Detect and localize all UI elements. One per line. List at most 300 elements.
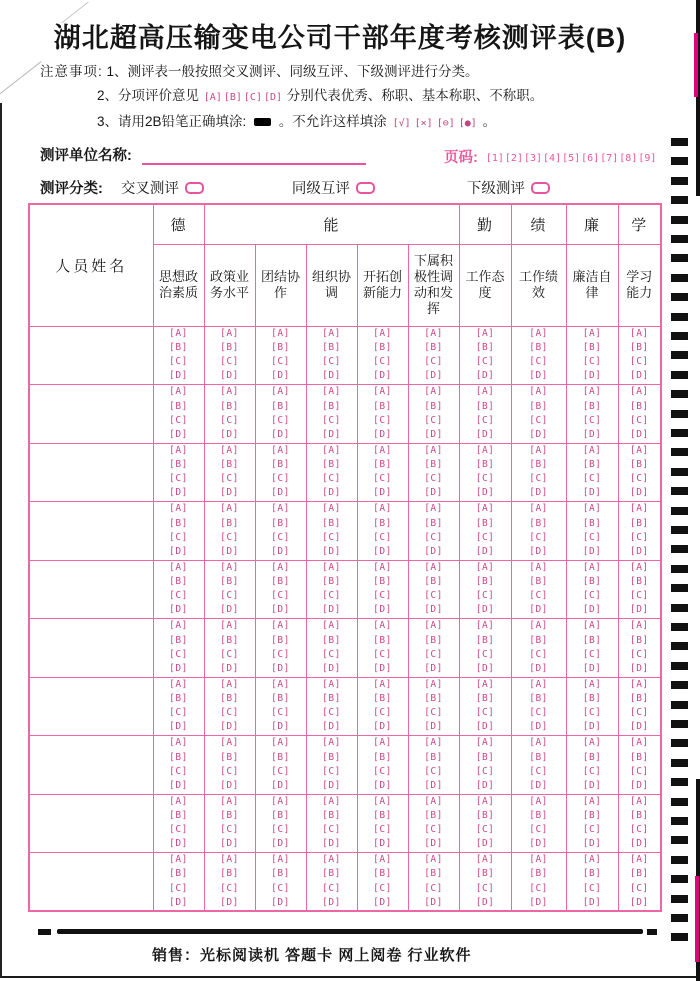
answer-bubble[interactable]: [A] [220,327,239,339]
answer-bubble[interactable]: [A] [271,678,290,690]
answer-bubble[interactable]: [C] [529,882,548,894]
answer-bubble[interactable]: [D] [271,896,290,908]
answer-bubble[interactable]: [B] [629,634,649,646]
answer-bubble[interactable]: [A] [424,795,443,807]
answer-bubble[interactable]: [D] [169,604,188,616]
answer-bubble[interactable]: [C] [169,765,188,777]
answer-bubble[interactable]: [A] [582,737,602,749]
answer-bubble[interactable]: [D] [582,428,602,440]
answer-bubble[interactable]: [A] [322,386,341,398]
answer-bubble[interactable]: [D] [475,662,495,674]
answer-bubble[interactable]: [B] [582,459,602,471]
answer-bubble[interactable]: [B] [373,751,392,763]
answer-bubble[interactable]: [A] [529,386,548,398]
answer-bubble[interactable]: [A] [322,561,341,573]
answer-bubble[interactable]: [C] [322,473,341,485]
answer-bubble[interactable]: [B] [424,576,443,588]
category-checkbox[interactable] [531,182,550,194]
answer-bubble[interactable]: [A] [475,678,495,690]
answer-bubble[interactable]: [B] [169,517,188,529]
answer-bubble[interactable]: [D] [220,662,239,674]
answer-bubble[interactable]: [B] [271,576,290,588]
answer-bubble[interactable]: [A] [322,327,341,339]
answer-bubble[interactable]: [C] [424,590,443,602]
answer-bubble[interactable]: [A] [475,854,495,866]
answer-bubble[interactable]: [B] [271,693,290,705]
answer-bubble[interactable]: [A] [424,737,443,749]
page-number-bubble[interactable]: [7] [600,152,619,164]
answer-bubble[interactable]: [D] [529,838,548,850]
answer-bubble[interactable]: [A] [169,737,188,749]
answer-bubble[interactable]: [B] [271,810,290,822]
person-name-cell[interactable] [29,677,153,736]
answer-bubble[interactable]: [C] [220,473,239,485]
answer-bubble[interactable]: [A] [529,561,548,573]
answer-bubble[interactable]: [B] [322,868,341,880]
answer-bubble[interactable]: [A] [373,854,392,866]
answer-bubble[interactable]: [C] [529,414,548,426]
answer-bubble[interactable]: [B] [271,868,290,880]
answer-bubble[interactable]: [D] [529,896,548,908]
answer-bubble[interactable]: [B] [529,400,548,412]
person-name-cell[interactable] [29,619,153,678]
answer-bubble[interactable]: [A] [169,503,188,515]
answer-bubble[interactable]: [A] [220,854,239,866]
answer-bubble[interactable]: [C] [424,531,443,543]
answer-bubble[interactable]: [C] [629,473,649,485]
answer-bubble[interactable]: [D] [169,896,188,908]
answer-bubble[interactable]: [B] [582,400,602,412]
answer-bubble[interactable]: [D] [220,779,239,791]
person-name-cell[interactable] [29,502,153,561]
answer-bubble[interactable]: [A] [629,503,649,515]
answer-bubble[interactable]: [A] [271,620,290,632]
answer-bubble[interactable]: [B] [373,810,392,822]
page-number-bubble[interactable]: [3] [523,152,543,164]
answer-bubble[interactable]: [C] [424,882,443,894]
answer-bubble[interactable]: [A] [373,795,392,807]
category-checkbox[interactable] [356,182,375,194]
answer-bubble[interactable]: [A] [475,503,495,515]
answer-bubble[interactable]: [D] [475,838,495,850]
answer-bubble[interactable]: [C] [373,824,392,836]
answer-bubble[interactable]: [C] [220,824,239,836]
answer-bubble[interactable]: [A] [529,678,548,690]
answer-bubble[interactable]: [C] [373,531,392,543]
answer-bubble[interactable]: [A] [529,620,548,632]
answer-bubble[interactable]: [D] [322,721,341,733]
answer-bubble[interactable]: [C] [169,882,188,894]
answer-bubble[interactable]: [D] [169,779,188,791]
answer-bubble[interactable]: [D] [424,487,443,499]
answer-bubble[interactable]: [A] [475,444,495,456]
answer-bubble[interactable]: [B] [424,400,443,412]
answer-bubble[interactable]: [A] [582,386,602,398]
answer-bubble[interactable]: [A] [582,854,602,866]
unit-name-input[interactable] [142,148,366,165]
answer-bubble[interactable]: [C] [373,414,392,426]
category-checkbox[interactable] [185,182,204,194]
answer-bubble[interactable]: [B] [169,576,188,588]
answer-bubble[interactable]: [D] [582,896,602,908]
answer-bubble[interactable]: [D] [475,545,495,557]
answer-bubble[interactable]: [D] [629,370,649,382]
answer-bubble[interactable]: [C] [322,356,341,368]
answer-bubble[interactable]: [D] [582,370,602,382]
person-name-cell[interactable] [29,736,153,795]
answer-bubble[interactable]: [B] [322,693,341,705]
answer-bubble[interactable]: [D] [271,370,290,382]
answer-bubble[interactable]: [B] [529,751,548,763]
answer-bubble[interactable]: [C] [529,648,548,660]
answer-bubble[interactable]: [A] [169,561,188,573]
answer-bubble[interactable]: [A] [169,327,188,339]
answer-bubble[interactable]: [D] [322,662,341,674]
answer-bubble[interactable]: [A] [475,327,495,339]
answer-bubble[interactable]: [D] [629,721,649,733]
answer-bubble[interactable]: [B] [582,517,602,529]
answer-bubble[interactable]: [C] [475,590,495,602]
answer-bubble[interactable]: [A] [169,678,188,690]
answer-bubble[interactable]: [A] [169,444,188,456]
answer-bubble[interactable]: [D] [424,604,443,616]
answer-bubble[interactable]: [A] [424,854,443,866]
answer-bubble[interactable]: [D] [582,779,602,791]
answer-bubble[interactable]: [D] [424,370,443,382]
page-number-bubble[interactable]: [9] [638,152,657,164]
answer-bubble[interactable]: [B] [424,517,443,529]
answer-bubble[interactable]: [A] [582,620,602,632]
answer-bubble[interactable]: [D] [220,370,239,382]
answer-bubble[interactable]: [B] [424,751,443,763]
answer-bubble[interactable]: [D] [220,721,239,733]
answer-bubble[interactable]: [D] [582,662,602,674]
answer-bubble[interactable]: [D] [373,545,392,557]
answer-bubble[interactable]: [B] [169,810,188,822]
answer-bubble[interactable]: [A] [220,503,239,515]
answer-bubble[interactable]: [D] [373,487,392,499]
answer-bubble[interactable]: [B] [220,634,239,646]
answer-bubble[interactable]: [A] [220,737,239,749]
answer-bubble[interactable]: [B] [322,459,341,471]
answer-bubble[interactable]: [A] [475,620,495,632]
page-number-bubble[interactable]: [5] [562,152,581,164]
answer-bubble[interactable]: [C] [322,531,341,543]
answer-bubble[interactable]: [B] [373,400,392,412]
answer-bubble[interactable]: [D] [629,896,649,908]
answer-bubble[interactable]: [B] [271,751,290,763]
answer-bubble[interactable]: [D] [529,428,548,440]
answer-bubble[interactable]: [D] [582,604,602,616]
answer-bubble[interactable]: [B] [220,576,239,588]
person-name-cell[interactable] [29,443,153,502]
answer-bubble[interactable]: [A] [529,795,548,807]
answer-bubble[interactable]: [C] [629,765,649,777]
answer-bubble[interactable]: [C] [629,648,649,660]
answer-bubble[interactable]: [B] [475,693,495,705]
person-name-cell[interactable] [29,560,153,619]
answer-bubble[interactable]: [C] [582,356,602,368]
answer-bubble[interactable]: [C] [373,648,392,660]
answer-bubble[interactable]: [B] [424,810,443,822]
answer-bubble[interactable]: [A] [629,386,649,398]
answer-bubble[interactable]: [B] [424,693,443,705]
answer-bubble[interactable]: [C] [271,356,290,368]
answer-bubble[interactable]: [B] [271,400,290,412]
page-number-bubble[interactable]: [8] [619,152,638,164]
answer-bubble[interactable]: [A] [373,620,392,632]
answer-bubble[interactable]: [D] [582,545,602,557]
answer-bubble[interactable]: [B] [475,517,495,529]
person-name-cell[interactable] [29,853,153,912]
answer-bubble[interactable]: [C] [582,414,602,426]
answer-bubble[interactable]: [C] [271,824,290,836]
answer-bubble[interactable]: [D] [475,779,495,791]
answer-bubble[interactable]: [A] [582,795,602,807]
answer-bubble[interactable]: [A] [271,327,290,339]
answer-bubble[interactable]: [D] [322,604,341,616]
answer-bubble[interactable]: [B] [220,342,239,354]
answer-bubble[interactable]: [D] [220,545,239,557]
answer-bubble[interactable]: [D] [220,896,239,908]
answer-bubble[interactable]: [C] [169,707,188,719]
answer-bubble[interactable]: [C] [529,356,548,368]
answer-bubble[interactable]: [D] [582,838,602,850]
answer-bubble[interactable]: [C] [271,882,290,894]
answer-bubble[interactable]: [A] [529,444,548,456]
answer-bubble[interactable]: [C] [373,473,392,485]
answer-bubble[interactable]: [D] [424,838,443,850]
answer-bubble[interactable]: [C] [220,356,239,368]
answer-bubble[interactable]: [C] [582,648,602,660]
answer-bubble[interactable]: [A] [220,678,239,690]
answer-bubble[interactable]: [B] [529,693,548,705]
answer-bubble[interactable]: [B] [529,634,548,646]
answer-bubble[interactable]: [B] [529,810,548,822]
answer-bubble[interactable]: [B] [271,342,290,354]
answer-bubble[interactable]: [A] [475,737,495,749]
answer-bubble[interactable]: [C] [220,882,239,894]
answer-bubble[interactable]: [C] [629,590,649,602]
answer-bubble[interactable]: [A] [629,444,649,456]
answer-bubble[interactable]: [B] [169,868,188,880]
answer-bubble[interactable]: [B] [169,342,188,354]
answer-bubble[interactable]: [D] [322,487,341,499]
answer-bubble[interactable]: [C] [271,765,290,777]
answer-bubble[interactable]: [B] [529,342,548,354]
answer-bubble[interactable]: [B] [424,342,443,354]
answer-bubble[interactable]: [D] [271,428,290,440]
answer-bubble[interactable]: [D] [529,370,548,382]
answer-bubble[interactable]: [B] [475,400,495,412]
answer-bubble[interactable]: [C] [271,707,290,719]
answer-bubble[interactable]: [B] [322,517,341,529]
answer-bubble[interactable]: [D] [424,779,443,791]
answer-bubble[interactable]: [D] [373,896,392,908]
answer-bubble[interactable]: [B] [424,634,443,646]
answer-bubble[interactable]: [A] [373,737,392,749]
answer-bubble[interactable]: [A] [424,386,443,398]
answer-bubble[interactable]: [A] [271,561,290,573]
answer-bubble[interactable]: [C] [629,414,649,426]
answer-bubble[interactable]: [C] [220,414,239,426]
answer-bubble[interactable]: [C] [475,882,495,894]
person-name-cell[interactable] [29,385,153,444]
answer-bubble[interactable]: [C] [169,473,188,485]
answer-bubble[interactable]: [B] [271,517,290,529]
answer-bubble[interactable]: [C] [582,473,602,485]
answer-bubble[interactable]: [B] [169,693,188,705]
answer-bubble[interactable]: [A] [322,678,341,690]
answer-bubble[interactable]: [B] [322,400,341,412]
answer-bubble[interactable]: [D] [220,428,239,440]
answer-bubble[interactable]: [C] [475,765,495,777]
answer-bubble[interactable]: [C] [424,414,443,426]
answer-bubble[interactable]: [D] [169,662,188,674]
answer-bubble[interactable]: [A] [322,620,341,632]
answer-bubble[interactable]: [C] [582,531,602,543]
answer-bubble[interactable]: [D] [271,779,290,791]
answer-bubble[interactable]: [A] [373,561,392,573]
answer-bubble[interactable]: [C] [529,824,548,836]
answer-bubble[interactable]: [D] [475,721,495,733]
answer-bubble[interactable]: [B] [322,751,341,763]
answer-bubble[interactable]: [D] [271,604,290,616]
answer-bubble[interactable]: [D] [373,662,392,674]
answer-bubble[interactable]: [B] [322,342,341,354]
answer-bubble[interactable]: [A] [629,795,649,807]
answer-bubble[interactable]: [A] [220,620,239,632]
answer-bubble[interactable]: [D] [169,487,188,499]
answer-bubble[interactable]: [A] [169,854,188,866]
answer-bubble[interactable]: [C] [169,648,188,660]
answer-bubble[interactable]: [D] [629,662,649,674]
answer-bubble[interactable]: [D] [629,545,649,557]
answer-bubble[interactable]: [A] [582,561,602,573]
person-name-cell[interactable] [29,326,153,385]
answer-bubble[interactable]: [B] [475,459,495,471]
answer-bubble[interactable]: [C] [322,590,341,602]
answer-bubble[interactable]: [D] [424,896,443,908]
answer-bubble[interactable]: [D] [629,838,649,850]
answer-bubble[interactable]: [D] [169,838,188,850]
answer-bubble[interactable]: [D] [220,487,239,499]
answer-bubble[interactable]: [D] [271,545,290,557]
answer-bubble[interactable]: [B] [582,634,602,646]
answer-bubble[interactable]: [D] [271,487,290,499]
answer-bubble[interactable]: [C] [220,707,239,719]
answer-bubble[interactable]: [D] [582,721,602,733]
answer-bubble[interactable]: [B] [220,517,239,529]
answer-bubble[interactable]: [B] [475,810,495,822]
answer-bubble[interactable]: [A] [629,678,649,690]
answer-bubble[interactable]: [B] [271,634,290,646]
answer-bubble[interactable]: [C] [373,765,392,777]
answer-bubble[interactable]: [C] [582,765,602,777]
answer-bubble[interactable]: [C] [271,473,290,485]
answer-bubble[interactable]: [B] [322,634,341,646]
answer-bubble[interactable]: [C] [169,356,188,368]
answer-bubble[interactable]: [A] [271,503,290,515]
answer-bubble[interactable]: [B] [424,868,443,880]
answer-bubble[interactable]: [B] [529,576,548,588]
answer-bubble[interactable]: [A] [582,444,602,456]
answer-bubble[interactable]: [A] [220,795,239,807]
answer-bubble[interactable]: [C] [373,590,392,602]
answer-bubble[interactable]: [D] [322,370,341,382]
answer-bubble[interactable]: [C] [271,648,290,660]
answer-bubble[interactable]: [D] [475,896,495,908]
answer-bubble[interactable]: [D] [322,545,341,557]
answer-bubble[interactable]: [D] [169,370,188,382]
answer-bubble[interactable]: [C] [529,707,548,719]
answer-bubble[interactable]: [D] [220,838,239,850]
answer-bubble[interactable]: [B] [373,868,392,880]
answer-bubble[interactable]: [B] [271,459,290,471]
answer-bubble[interactable]: [A] [424,561,443,573]
answer-bubble[interactable]: [A] [629,737,649,749]
page-number-bubble[interactable]: [4] [543,152,562,164]
answer-bubble[interactable]: [D] [322,779,341,791]
answer-bubble[interactable]: [C] [220,648,239,660]
answer-bubble[interactable]: [B] [582,342,602,354]
page-number-bubble[interactable]: [1] [485,152,504,164]
answer-bubble[interactable]: [A] [169,386,188,398]
answer-bubble[interactable]: [C] [373,707,392,719]
answer-bubble[interactable]: [C] [529,590,548,602]
answer-bubble[interactable]: [D] [475,370,495,382]
answer-bubble[interactable]: [D] [475,487,495,499]
answer-bubble[interactable]: [B] [220,810,239,822]
answer-bubble[interactable]: [B] [529,459,548,471]
answer-bubble[interactable]: [D] [322,838,341,850]
answer-bubble[interactable]: [C] [629,882,649,894]
answer-bubble[interactable]: [B] [582,693,602,705]
answer-bubble[interactable]: [A] [582,678,602,690]
answer-bubble[interactable]: [C] [629,531,649,543]
answer-bubble[interactable]: [A] [529,327,548,339]
answer-bubble[interactable]: [A] [475,561,495,573]
answer-bubble[interactable]: [B] [322,576,341,588]
answer-bubble[interactable]: [B] [220,751,239,763]
answer-bubble[interactable]: [A] [424,327,443,339]
answer-bubble[interactable]: [A] [629,561,649,573]
answer-bubble[interactable]: [A] [220,386,239,398]
answer-bubble[interactable]: [B] [629,459,649,471]
answer-bubble[interactable]: [B] [629,517,649,529]
answer-bubble[interactable]: [A] [475,795,495,807]
page-number-bubble[interactable]: [6] [581,152,600,164]
answer-bubble[interactable]: [C] [582,824,602,836]
answer-bubble[interactable]: [C] [322,414,341,426]
answer-bubble[interactable]: [A] [373,444,392,456]
answer-bubble[interactable]: [D] [629,779,649,791]
answer-bubble[interactable]: [C] [373,356,392,368]
answer-bubble[interactable]: [B] [582,810,602,822]
answer-bubble[interactable]: [A] [582,503,602,515]
answer-bubble[interactable]: [B] [629,751,649,763]
answer-bubble[interactable]: [C] [629,824,649,836]
answer-bubble[interactable]: [C] [373,882,392,894]
answer-bubble[interactable]: [A] [582,327,602,339]
answer-bubble[interactable]: [B] [629,576,649,588]
answer-bubble[interactable]: [C] [220,590,239,602]
answer-bubble[interactable]: [A] [322,444,341,456]
answer-bubble[interactable]: [A] [629,854,649,866]
answer-bubble[interactable]: [A] [424,678,443,690]
answer-bubble[interactable]: [D] [271,662,290,674]
answer-bubble[interactable]: [A] [424,503,443,515]
